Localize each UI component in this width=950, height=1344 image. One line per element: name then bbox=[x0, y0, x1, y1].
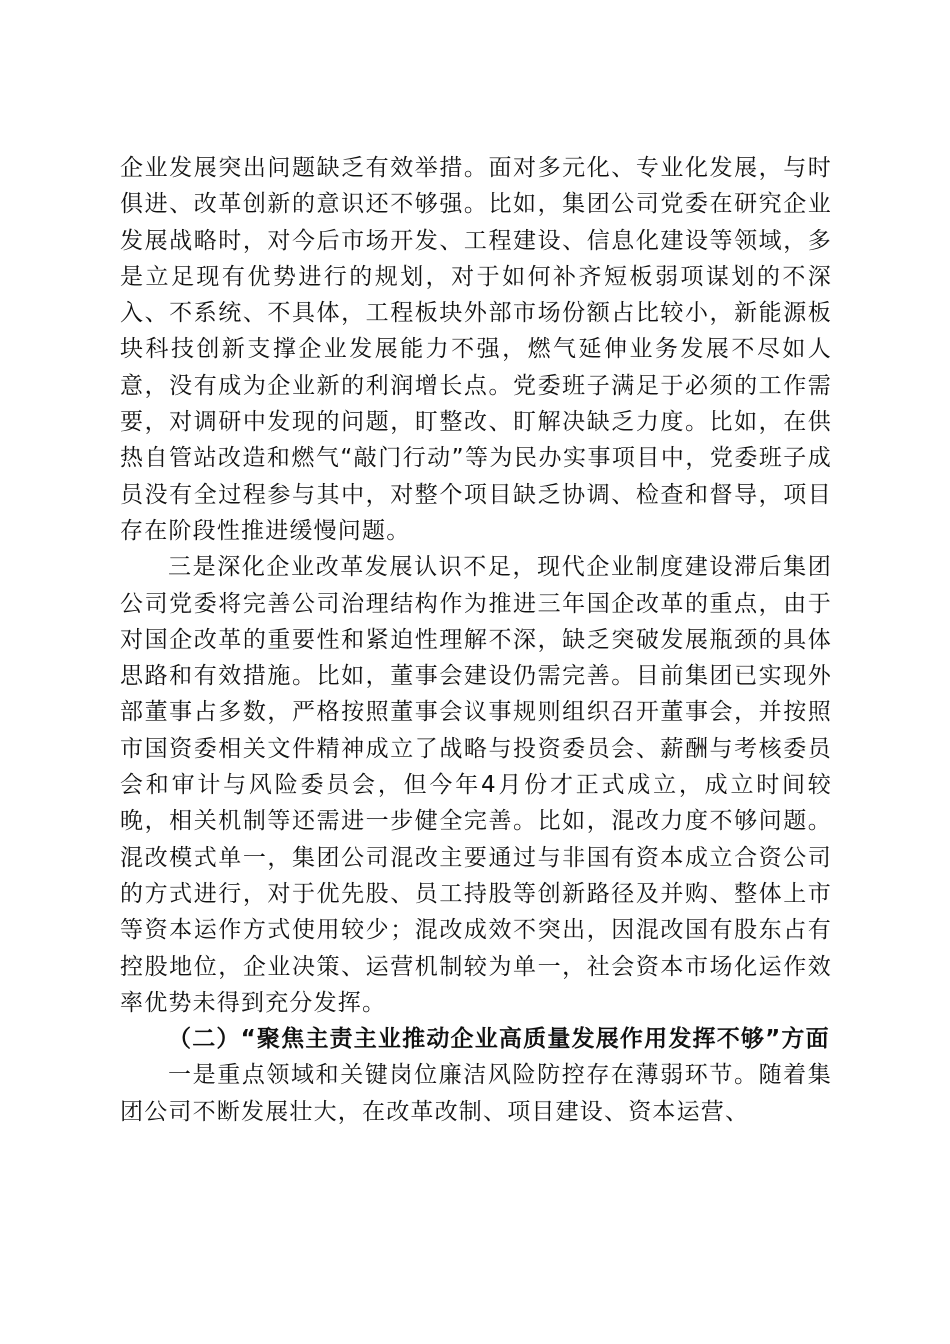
paragraph-continuation: 企业发展突出问题缺乏有效举措。面对多元化、专业化发展，与时俱进、改革创新的意识还不够强。比如，集团公司党委在研究企业发展战略时，对今后市场开发、工程建设、信息化建设等领域，多是立足现有优势进行的规划，对于如何补齐短板弱项谋划的不深入、不系统、不具体，工程板块外部市场份额占比较小，新能源板块科技创新支撑企业发展能力不强，燃气延伸业务发展不尽如人意，没有成为企业新的利润增长点。党委班子满足于必须的工作需要，对调研中发现的问题，盯整改、盯解决缺乏力度。比如，在供热自管站改造和燃气“敲门行动”等为民办实事项目中，党委班子成员没有全过程参与其中，对整个项目缺乏协调、检查和督导，项目存在阶段性推进缓慢问题。 bbox=[120, 155, 832, 544]
paragraph-risk-control: 一是重点领域和关键岗位廉洁风险防控存在薄弱环节。随着集团公司不断发展壮大，在改革改制、项目建设、资本运营、 bbox=[120, 1062, 832, 1125]
paragraph-reform-awareness: 三是深化企业改革发展认识不足，现代企业制度建设滞后集团公司党委将完善公司治理结构作为推进三年国企改革的重点，由于对国企改革的重要性和紧迫性理解不深，缺乏突破发展瓶颈的具体思路和有效措施。比如，董事会建设仍需完善。目前集团已实现外部董事占多数，严格按照董事会议事规则组织召开董事会，并按照市国资委相关文件精神成立了战略与投资委员会、薪酬与考核委员会和审计与风险委员会，但今年4月份才正式成立，成立时间较晚，相关机制等还需进一步健全完善。比如，混改力度不够问题。混改模式单一，集团公司混改主要通过与非国有资本成立合资公司的方式进行，对于优先股、员工持股等创新路径及并购、整体上市等资本运作方式使用较少；混改成效不突出，因混改国有股东占有控股地位，企业决策、运营机制较为单一，社会资本市场化运作效率优势未得到充分发挥。 bbox=[120, 554, 832, 1016]
document-body bbox=[120, 150, 832, 1130]
section-heading: （二）“聚焦主责主业推动企业高质量发展作用发挥不够”方面 bbox=[168, 1026, 830, 1053]
